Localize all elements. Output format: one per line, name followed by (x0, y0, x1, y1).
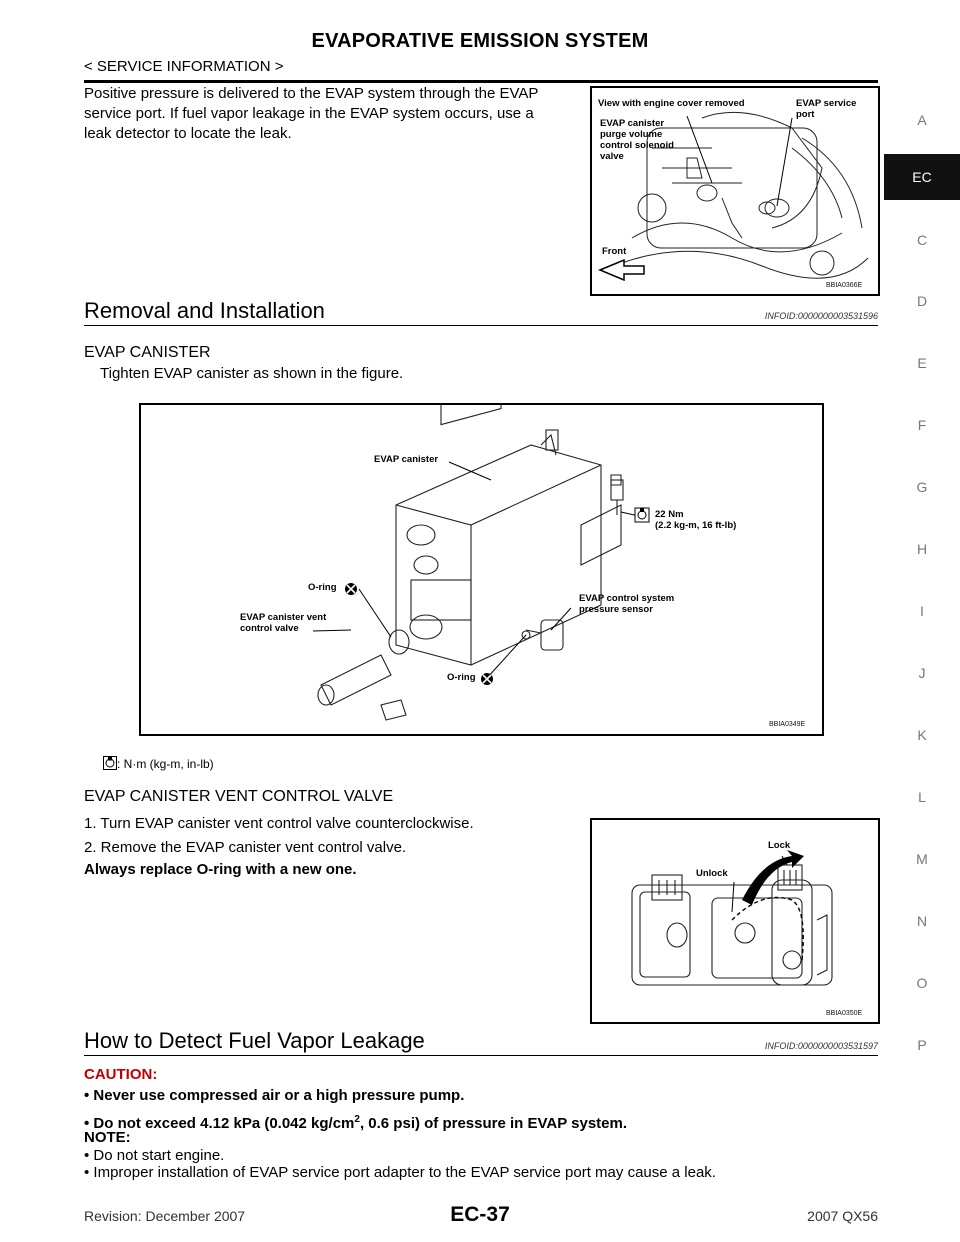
intro-paragraph (84, 84, 584, 144)
figure2-torque-label: 22 Nm (2.2 kg-m, 16 ft-lb) (655, 509, 737, 531)
page-subtitle: < SERVICE INFORMATION > (84, 58, 284, 75)
footer-model: 2007 QX56 (807, 1208, 878, 1224)
torque-icon (635, 508, 649, 522)
vent-valve-illustration (592, 820, 878, 1022)
page-title: EVAPORATIVE EMISSION SYSTEM (311, 30, 649, 52)
figure3-lock-label: Lock (768, 840, 791, 851)
section-rule-detect (84, 1055, 878, 1056)
footer-revision: Revision: December 2007 (84, 1208, 246, 1224)
header-rule (84, 80, 878, 83)
figure1-id: BBIA0366E (826, 282, 863, 289)
note-item-2: • Improper installation of EVAP service port adapter to the EVAP service port may cause a leak. (84, 1164, 716, 1181)
torque-legend-text: : N·m (kg-m, in-lb) (117, 757, 214, 771)
section-heading-detect: How to Detect Fuel Vapor Leakage (84, 1028, 425, 1053)
caution-item-1: • Never use compressed air or a high pressure pump. (84, 1087, 465, 1104)
vent-note: Always replace O-ring with a new one. (84, 861, 357, 878)
tab-p[interactable]: P (917, 1037, 927, 1053)
footer-page-number: EC-37 (450, 1203, 510, 1226)
tab-g[interactable]: G (916, 479, 928, 495)
tab-e[interactable]: E (917, 355, 927, 371)
figure1-view-label: View with engine cover removed (598, 98, 745, 109)
tab-l[interactable]: L (918, 789, 926, 805)
tab-h[interactable]: H (916, 541, 928, 557)
intro-line-1: Positive pressure is delivered to the EVAP system through the EVAP (84, 85, 539, 102)
figure2-sensor-label: EVAP control system pressure sensor (579, 593, 675, 615)
tab-k[interactable]: K (917, 727, 927, 743)
vent-step-1: 1. Turn EVAP canister vent control valve counterclockwise. (84, 815, 474, 832)
subheading-evap-canister: EVAP CANISTER (84, 344, 211, 361)
figure2-id: BBIA0349E (769, 721, 806, 728)
section-heading-removal: Removal and Installation (84, 298, 325, 323)
caution-heading: CAUTION: (84, 1066, 158, 1083)
figure1-front-label: Front (602, 246, 627, 257)
canister-instruction: Tighten EVAP canister as shown in the figure. (100, 365, 404, 382)
figure2-oring-top-label: O-ring (308, 582, 337, 593)
tab-a[interactable]: A (917, 112, 927, 128)
tab-o[interactable]: O (916, 975, 928, 991)
caution-item-2-superscript: 2 (354, 1114, 360, 1125)
intro-line-2: service port. If fuel vapor leakage in the EVAP system occurs, use a (84, 105, 534, 122)
tab-c[interactable]: C (916, 232, 928, 248)
tab-f[interactable]: F (917, 417, 927, 433)
subheading-vent-valve: EVAP CANISTER VENT CONTROL VALVE (84, 788, 394, 805)
infoid-removal: INFOID:0000000003531596 (764, 311, 878, 321)
note-heading: NOTE: (84, 1129, 131, 1146)
torque-legend-icon (103, 756, 117, 770)
figure3-unlock-label: Unlock (696, 868, 728, 879)
tab-i[interactable]: I (920, 603, 924, 619)
figure1-service-port-label: EVAP service port (796, 98, 857, 120)
figure2-vent-valve-label: EVAP canister vent control valve (240, 612, 327, 634)
figure2-oring-bottom-label: O-ring (447, 672, 476, 683)
infoid-detect: INFOID:0000000003531597 (764, 1041, 878, 1051)
note-item-1: • Do not start engine. (84, 1147, 225, 1164)
figure1-solenoid-label: EVAP canister purge volume control solenoid valve (600, 118, 674, 162)
section-rule-removal (84, 325, 878, 326)
intro-line-3: leak detector to locate the leak. (84, 125, 292, 142)
tab-d[interactable]: D (916, 293, 928, 309)
tab-m[interactable]: M (916, 851, 928, 867)
torque-legend (103, 756, 214, 771)
figure-evap-canister (139, 403, 824, 736)
figure-vent-valve (590, 818, 880, 1024)
figure2-canister-label: EVAP canister (374, 454, 439, 465)
tab-ec[interactable]: EC (884, 154, 960, 200)
canister-illustration (141, 405, 822, 734)
tab-j[interactable]: J (918, 665, 926, 681)
caution-item-2-part-b: , 0.6 psi) of pressure in EVAP system. (359, 1115, 628, 1132)
figure-engine-view (590, 86, 880, 296)
caution-item-2 (84, 1110, 627, 1134)
tab-n[interactable]: N (916, 913, 928, 929)
caution-item-2-part-a: • Do not exceed 4.12 kPa (0.042 kg/cm (84, 1115, 355, 1132)
vent-step-2: 2. Remove the EVAP canister vent control valve. (84, 839, 407, 856)
figure3-id: BBIA0350E (826, 1010, 863, 1017)
